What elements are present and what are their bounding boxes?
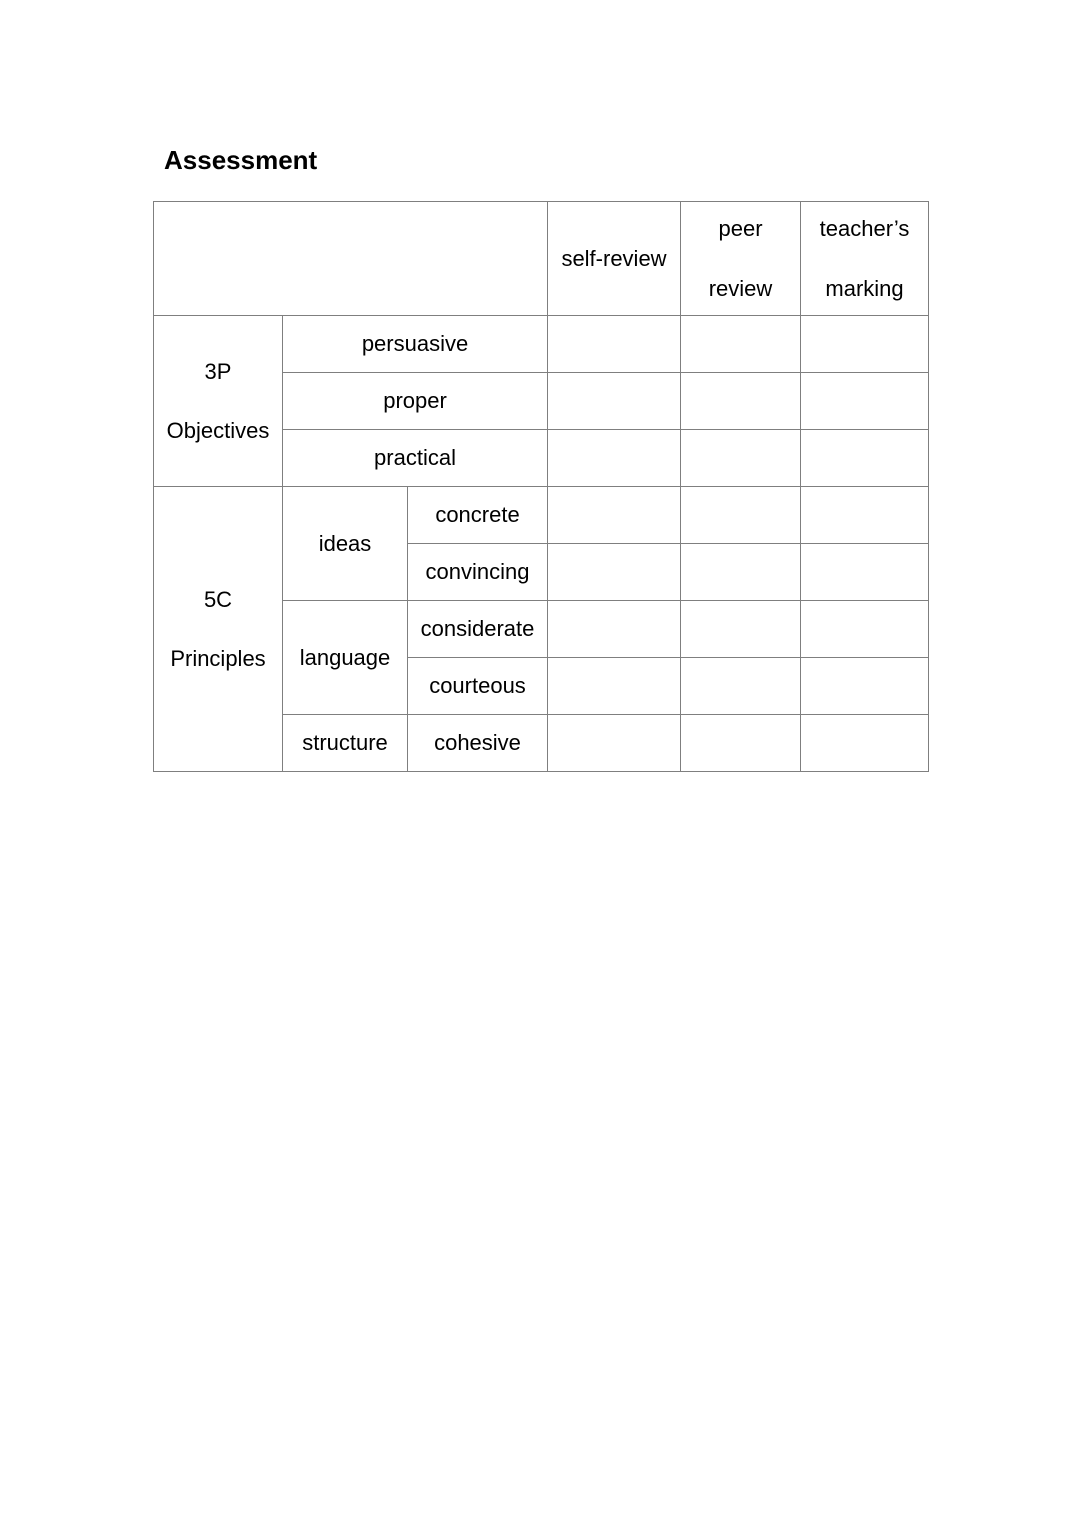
- teacher-marking-cell: [801, 601, 929, 658]
- peer-review-cell: [681, 430, 801, 487]
- self-review-cell: [548, 373, 681, 430]
- principle-courteous: courteous: [408, 658, 548, 715]
- objective-practical: practical: [283, 430, 548, 487]
- header-teacher-marking-line1: teacher’s: [819, 216, 910, 241]
- objective-proper: proper: [283, 373, 548, 430]
- header-self-review-label: self-review: [561, 245, 667, 271]
- principle-convincing: convincing: [408, 544, 548, 601]
- principle-concrete: concrete: [408, 487, 548, 544]
- teacher-marking-cell: [801, 487, 929, 544]
- header-teacher-marking-line2: marking: [825, 275, 904, 301]
- peer-review-cell: [681, 373, 801, 430]
- header-teacher-marking: [801, 202, 929, 316]
- peer-review-cell: [681, 715, 801, 772]
- self-review-cell: [548, 715, 681, 772]
- teacher-marking-cell: [801, 373, 929, 430]
- peer-review-cell: [681, 601, 801, 658]
- table-row: [154, 316, 929, 373]
- principle-considerate: considerate: [408, 601, 548, 658]
- assessment-table: [153, 201, 929, 772]
- principles-group-line2: Principles: [170, 646, 266, 671]
- principles-group-line1: 5C: [203, 586, 233, 612]
- header-corner-cell: [154, 202, 548, 316]
- teacher-marking-cell: [801, 544, 929, 601]
- objectives-group-line1: 3P: [204, 358, 232, 384]
- peer-review-cell: [681, 487, 801, 544]
- table-header-row: [154, 202, 929, 316]
- self-review-cell: [548, 430, 681, 487]
- page-title: Assessment: [164, 145, 318, 175]
- teacher-marking-cell: [801, 316, 929, 373]
- objectives-group-cell: [154, 316, 283, 487]
- header-peer-review-line1: peer: [718, 216, 763, 241]
- peer-review-cell: [681, 316, 801, 373]
- header-peer-review: [681, 202, 801, 316]
- objectives-group-line2: Objectives: [166, 418, 270, 443]
- principle-category-ideas: ideas: [283, 487, 408, 601]
- principle-category-structure: structure: [283, 715, 408, 772]
- self-review-cell: [548, 544, 681, 601]
- peer-review-cell: [681, 658, 801, 715]
- principle-cohesive: cohesive: [408, 715, 548, 772]
- self-review-cell: [548, 316, 681, 373]
- table-row: [154, 487, 929, 544]
- self-review-cell: [548, 658, 681, 715]
- teacher-marking-cell: [801, 430, 929, 487]
- header-peer-review-line2: review: [708, 275, 773, 301]
- teacher-marking-cell: [801, 715, 929, 772]
- principles-group-cell: [154, 487, 283, 772]
- self-review-cell: [548, 487, 681, 544]
- principle-category-language: language: [283, 601, 408, 715]
- teacher-marking-cell: [801, 658, 929, 715]
- peer-review-cell: [681, 544, 801, 601]
- self-review-cell: [548, 601, 681, 658]
- objective-persuasive: persuasive: [283, 316, 548, 373]
- header-self-review: [548, 202, 681, 316]
